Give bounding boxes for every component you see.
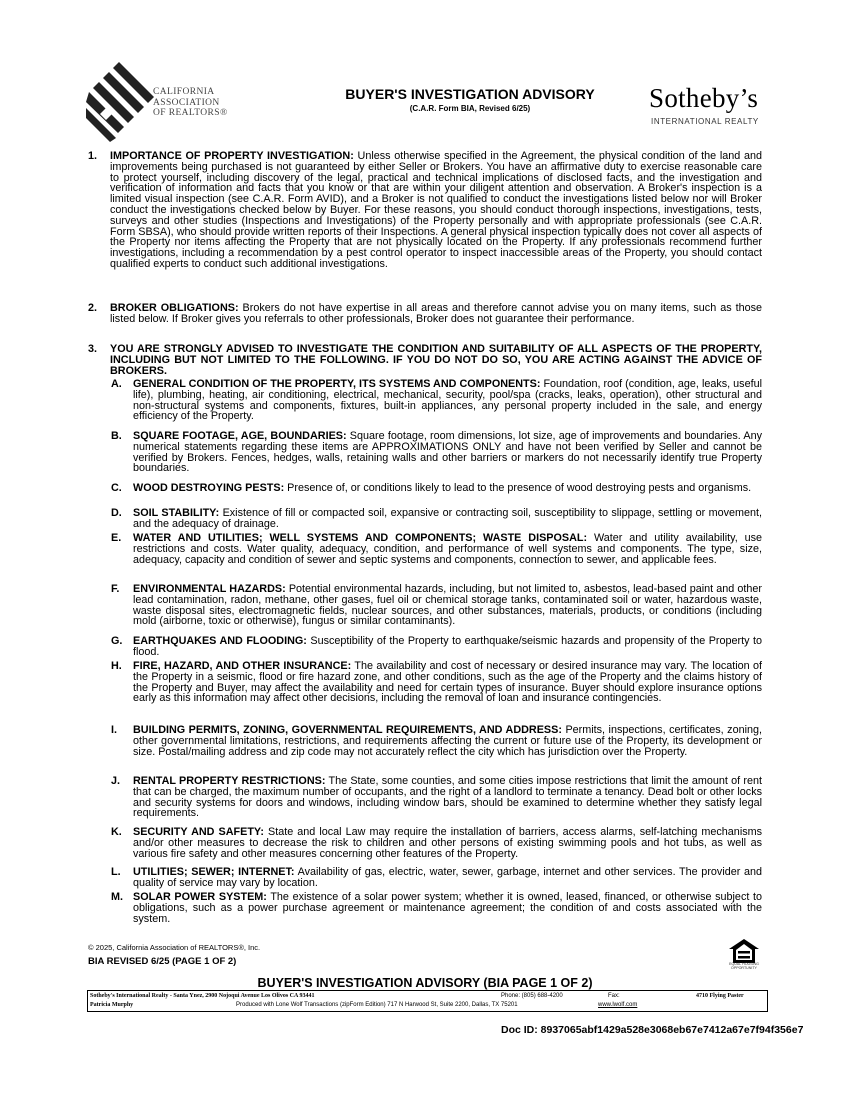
item-security-safety [133,827,762,859]
item-letter: K. [111,826,122,838]
item-heading: WATER AND UTILITIES; WELL SYSTEMS AND COMPONENTS; WASTE DISPOSAL: [133,532,588,544]
item-heading: FIRE, HAZARD, AND OTHER INSURANCE: [133,660,352,672]
office-address: Sotheby's International Realty - Santa Ynez, 2900 Nojoqui Avenue Los Olivos CA 93441 [90,993,315,999]
item-environmental-hazards [133,584,762,627]
property-address: 4710 Flying Paster [696,993,744,999]
item-square-footage [133,431,762,474]
item-heading: EARTHQUAKES AND FLOODING: [133,635,307,647]
office-phone: Phone: (805) 688-4200 [501,993,563,999]
item-text: Availability of gas, electric, water, sewer, garbage, internet and other services. The provider and quality of service may vary by location. [133,866,763,889]
item-text: Permits, inspections, certificates, zoning, other governmental limitations, restrictions, and requirements affecting the current or future use of the Property, its development or size. Postal/mailing address and zip code may not accurately reflect the city which has jurisdiction over the Property. [133,724,762,758]
document-title: BUYER'S INVESTIGATION ADVISORY [345,86,595,102]
section-broker-obligations [110,303,762,325]
section-importance [110,151,762,270]
section-strongly-advised [110,344,762,376]
produced-by: Produced with Lone Wolf Transactions (zipForm Edition) 717 N Harwood St, Suite 2200, Dallas, TX 75201 [236,1002,518,1008]
item-letter: J. [111,775,121,787]
footer-info-box [87,990,768,1012]
item-letter: B. [111,430,122,442]
item-text: Existence of fill or compacted soil, expansive or contracting soil, susceptibility to slippage, settling or movement, and the adequacy of drainage. [133,507,763,530]
item-utilities-internet [133,867,762,889]
item-letter: H. [111,660,122,672]
item-heading: ENVIRONMENTAL HAZARDS: [133,583,286,595]
item-rental-restrictions [133,776,762,819]
brand-logo: Sotheby’s [649,83,759,113]
item-heading: GENERAL CONDITION OF THE PROPERTY, ITS SYSTEMS AND COMPONENTS: [133,378,541,390]
section-number: 2. [88,302,98,314]
item-text: Susceptibility of the Property to earthquake/seismic hazards and propensity of the Property to flood. [133,635,762,658]
item-earthquakes-flooding [133,636,762,658]
item-heading: WOOD DESTROYING PESTS: [133,482,285,494]
section-heading: IMPORTANCE OF PROPERTY INVESTIGATION: [110,150,354,162]
section-text: Brokers do not have expertise in all areas and therefore cannot advise you on many items, such as those listed below. If Broker gives you referrals to other professionals, Broker does not guarantee their performance. [110,302,762,325]
item-letter: E. [111,532,122,544]
brand-subtitle: INTERNATIONAL REALTY [651,117,759,126]
section-heading: BROKER OBLIGATIONS: [110,302,239,314]
document-id: Doc ID: 8937065abf1429a528e3068eb67e7412a67e7f94f356e7 [501,1024,804,1036]
item-text: Water and utility availability, use restrictions and costs. Water quality, adequacy, condition, and performance of well systems and components. The type, size, adequacy, capacity and condition of sewer and septic systems and components, connection to sewer, and applicable fees. [133,532,763,566]
item-heading: RENTAL PROPERTY RESTRICTIONS: [133,775,326,787]
item-text: The availability and cost of necessary or desired insurance may vary. The location of the Property in a seismic, flood or fire hazard zone, and other conditions, such as the age of the Property and the claims history of the Property and Buyer, may affect the availability and need for certain types of insurance. Buyer should explore insurance options early as this information may affect other decisions, including the removal of loan and insurance contingencies. [133,660,762,705]
item-fire-insurance [133,661,762,704]
copyright-notice: © 2025, California Association of REALTORS®, Inc. [88,943,261,952]
car-logo [86,62,156,142]
agent-name: Patricia Murphy [90,1002,134,1008]
item-letter: G. [111,635,123,647]
item-text: The existence of a solar power system; whether it is owned, leased, financed, or otherwise subject to obligations, such as a power purchase agreement or maintenance agreement; the condition of and costs associated with the system. [133,891,762,925]
section-number: 3. [88,343,98,355]
section-text: Unless otherwise specified in the Agreement, the physical condition of the land and improvements being purchased is not guaranteed by either Seller or Brokers. You have an affirmative duty to exercise reasonable care to protect yourself, including discovery of the legal, practical and technical implications of disclosed facts, and the investigation and verification of information and facts that you know or that are within your diligent attention and observation. A Broker's inspection is a limited visual inspection (see C.A.R. Form AVID), and a Broker is not qualified to conduct the investigations listed below nor will Broker conduct the investigations checked below by Buyer. For these reasons, you should conduct thorough inspections, investigations, tests, surveys and other studies (Inspections and Investigations) of the Property personally and with appropriate professionals (see C.A.R. Form SBSA), who should provide written reports of their Inspections. A general physical inspection typically does not cover all aspects of the Property nor items affecting the Property that are not physically located on the Property. If any professionals recommend further investigations, including a recommendation by a pest control operator to inspect inaccessible areas of the Property, you should contact qualified experts to conduct such additional investigations. [110,150,762,270]
item-text: State and local Law may require the installation of barriers, access alarms, self-latching mechanisms and/or other measures to decrease the risk to children and other persons of existing swimming pools and hot tubs, as well as various fire safety and other measures concerning other features of the Property. [133,826,763,860]
equal-housing-label: EQUAL HOUSING OPPORTUNITY [729,962,759,970]
website-link[interactable]: www.lwolf.com [598,1002,638,1008]
item-general-condition [133,379,762,422]
form-revision: BIA REVISED 6/25 (PAGE 1 OF 2) [88,956,237,967]
item-letter: C. [111,482,122,494]
car-name: CALIFORNIA ASSOCIATION OF REALTORS® [153,87,228,118]
item-text: The State, some counties, and some cities impose restrictions that limit the amount of rent that can be charged, the maximum number of occupants, and the right of a landlord to terminate a tenancy. Dead bolt or other locks and security systems for doors and windows, including window bars, should be examined to determine whether they satisfy legal requirements. [133,775,762,820]
item-letter: I. [111,724,117,736]
item-text: Presence of, or conditions likely to lead to the presence of wood destroying pests and organisms. [287,482,752,494]
item-heading: SOLAR POWER SYSTEM: [133,891,267,903]
item-heading: SECURITY AND SAFETY: [133,826,264,838]
item-soil-stability [133,508,762,530]
section-number: 1. [88,150,98,162]
item-heading: SQUARE FOOTAGE, AGE, BOUNDARIES: [133,430,347,442]
footer-title: BUYER'S INVESTIGATION ADVISORY (BIA PAGE 1 OF 2) [257,976,593,990]
item-solar-power [133,892,762,924]
item-heading: UTILITIES; SEWER; INTERNET: [133,866,295,878]
document-subtitle: (C.A.R. Form BIA, Revised 6/25) [409,104,531,113]
item-letter: F. [111,583,120,595]
item-letter: M. [111,891,123,903]
item-heading: BUILDING PERMITS, ZONING, GOVERNMENTAL REQUIREMENTS, AND ADDRESS: [133,724,562,736]
item-text: Square footage, room dimensions, lot size, age of improvements and boundaries. Any numerical statements regarding these items are APPROXIMATIONS ONLY and have not been verified by Seller and cannot be verified by Brokers. Fences, hedges, walls, retaining walls and other barriers or markers do not necessarily identify true Property boundaries. [133,430,763,475]
item-text: Foundation, roof (condition, age, leaks, useful life), plumbing, heating, air conditioning, electrical, mechanical, security, pool/spa (cracks, leaks, operation), other structural and non-structural systems and components, fixtures, built-in appliances, any personal property included in the sale, and energy efficiency of the Property. [133,378,762,423]
item-building-permits [133,725,762,757]
item-letter: L. [111,866,121,878]
item-wood-pests [133,483,762,494]
office-fax: Fax: [608,993,620,999]
item-water-utilities [133,533,762,565]
item-letter: A. [111,378,122,390]
item-letter: D. [111,507,122,519]
section-heading: YOU ARE STRONGLY ADVISED TO INVESTIGATE THE CONDITION AND SUITABILITY OF ALL ASPECTS OF THE PROPERTY, INCLUDING BUT NOT LIMITED TO THE FOLLOWING. IF YOU DO NOT DO SO, YOU ARE ACTING AGAINST THE ADVICE OF BROKERS. [110,343,762,377]
item-text: Potential environmental hazards, including, but not limited to, asbestos, lead-based paint and other lead contamination, radon, methane, other gases, fuel oil or chemical storage tanks, contaminated soil or water, hazardous waste, waste disposal sites, electromagnetic fields, nuclear sources, and other substances, materials, products, or conditions (including mold (airborne, toxic or otherwise), fungus or similar contaminants). [133,583,763,628]
item-heading: SOIL STABILITY: [133,507,220,519]
